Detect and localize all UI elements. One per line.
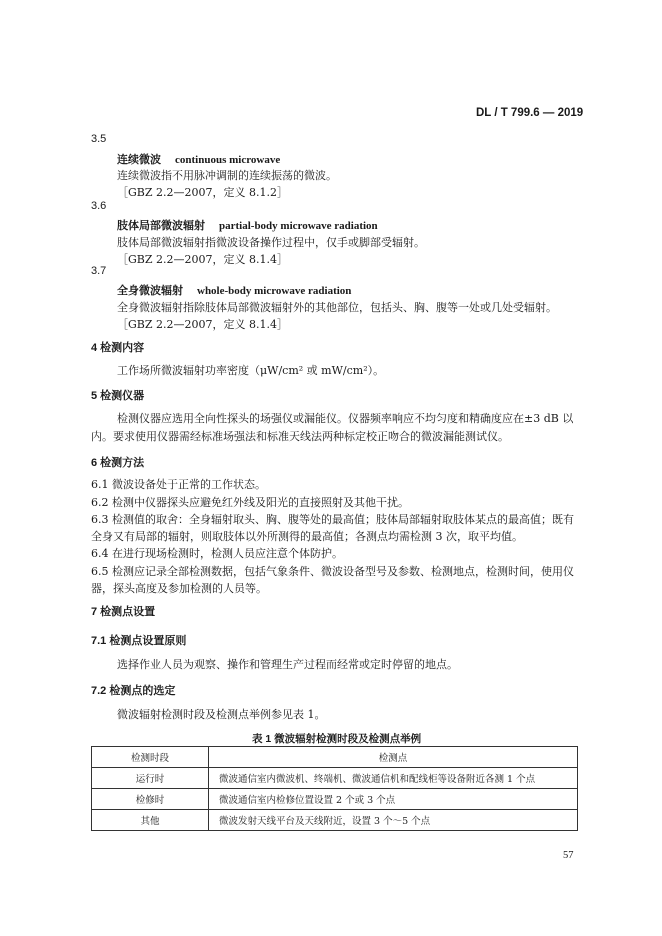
table-row: [92, 789, 578, 810]
section-4-heading: 4 检测内容: [91, 342, 145, 354]
section-7-2-text: 微波辐射检测时段及检测点举例参见表 1。: [117, 708, 326, 721]
section-4-text: 工作场所微波辐射功率密度（μW/cm² 或 mW/cm²）。: [117, 364, 385, 377]
clause-6-5-line1: 6.5 检测应记录全部检测数据，包括气象条件、微波设备型号及参数、检测地点，检测时间，使用仪: [91, 565, 574, 578]
clause-3-6-term: [117, 217, 378, 233]
clause-3-5-definition: 连续微波指不用脉冲调制的连续振荡的微波。: [117, 169, 337, 182]
section-5-text-line2: 内。要求使用仪器需经标准场强法和标准天线法两种标定校正吻合的微波漏能测试仪。: [91, 430, 509, 443]
term-cn: 全身微波辐射: [117, 284, 183, 297]
section-5-heading: 5 检测仪器: [91, 390, 145, 402]
table-cell-point: 微波发射天线平台及天线附近，设置 3 个～5 个点: [209, 810, 578, 831]
table-cell-period: 其他: [92, 810, 209, 831]
section-5-text-line1: 检测仪器应选用全向性探头的场强仪或漏能仪。仪器频率响应不均匀度和精确度应在±3 dB 以: [117, 412, 574, 425]
clause-3-6-reference: ［GBZ 2.2—2007，定义 8.1.4］: [117, 253, 288, 266]
clause-3-6-number: 3.6: [91, 200, 107, 212]
table-caption: 表 1 微波辐射检测时段及检测点举例: [252, 733, 422, 745]
term-en: continuous microwave: [175, 154, 281, 166]
clause-3-5-reference: ［GBZ 2.2—2007，定义 8.1.2］: [117, 186, 288, 199]
clause-6-4: 6.4 在进行现场检测时，检测人员应注意个体防护。: [91, 547, 343, 560]
clause-3-6-definition: 肢体局部微波辐射指微波设备操作过程中，仅手或脚部受辐射。: [117, 236, 425, 249]
table-row: [92, 768, 578, 789]
table-header-period: 检测时段: [92, 747, 209, 768]
clause-6-1: 6.1 微波设备处于正常的工作状态。: [91, 478, 266, 491]
term-en: whole-body microwave radiation: [197, 285, 352, 297]
term-cn: 连续微波: [117, 153, 161, 166]
clause-3-7-definition: 全身微波辐射指除肢体局部微波辐射外的其他部位，包括头、胸、腹等一处或几处受辐射。: [117, 301, 557, 314]
clause-3-7-reference: ［GBZ 2.2—2007，定义 8.1.4］: [117, 318, 288, 331]
section-7-heading: 7 检测点设置: [91, 606, 156, 618]
clause-3-7-number: 3.7: [91, 265, 107, 277]
term-en: partial-body microwave radiation: [219, 220, 378, 232]
table-cell-period: 运行时: [92, 768, 209, 789]
section-7-2-heading: 7.2 检测点的选定: [91, 685, 176, 697]
table-row: [92, 810, 578, 831]
clause-3-5-number: 3.5: [91, 133, 107, 145]
page-number: 57: [563, 850, 574, 861]
term-cn: 肢体局部微波辐射: [117, 219, 205, 232]
clause-6-5-line2: 器，探头高度及参加检测的人员等。: [91, 582, 267, 595]
table-header-row: [92, 747, 578, 768]
section-7-1-text: 选择作业人员为观察、操作和管理生产过程而经常或定时停留的地点。: [117, 658, 458, 671]
clause-6-3-line2: 全身又有局部的辐射，则取肢体以外所测得的最高值；各测点均需检测 3 次，取平均值。: [91, 530, 523, 543]
section-6-heading: 6 检测方法: [91, 457, 145, 469]
table-cell-period: 检修时: [92, 789, 209, 810]
table-cell-point: 微波通信室内微波机、终端机、微波通信机和配线柜等设备附近各测 1 个点: [209, 768, 578, 789]
table-header-point: 检测点: [209, 747, 578, 768]
table-cell-point: 微波通信室内检修位置设置 2 个或 3 个点: [209, 789, 578, 810]
clause-6-2: 6.2 检测中仪器探头应避免红外线及阳光的直接照射及其他干扰。: [91, 496, 409, 509]
detection-table: [91, 746, 578, 831]
clause-3-7-term: [117, 282, 351, 298]
clause-3-5-term: [117, 151, 280, 167]
section-7-1-heading: 7.1 检测点设置原则: [91, 635, 187, 647]
standard-number: DL / T 799.6 — 2019: [476, 107, 584, 119]
clause-6-3-line1: 6.3 检测值的取舍：全身辐射取头、胸、腹等处的最高值；肢体局部辐射取肢体某点的最高值；既有: [91, 513, 574, 526]
